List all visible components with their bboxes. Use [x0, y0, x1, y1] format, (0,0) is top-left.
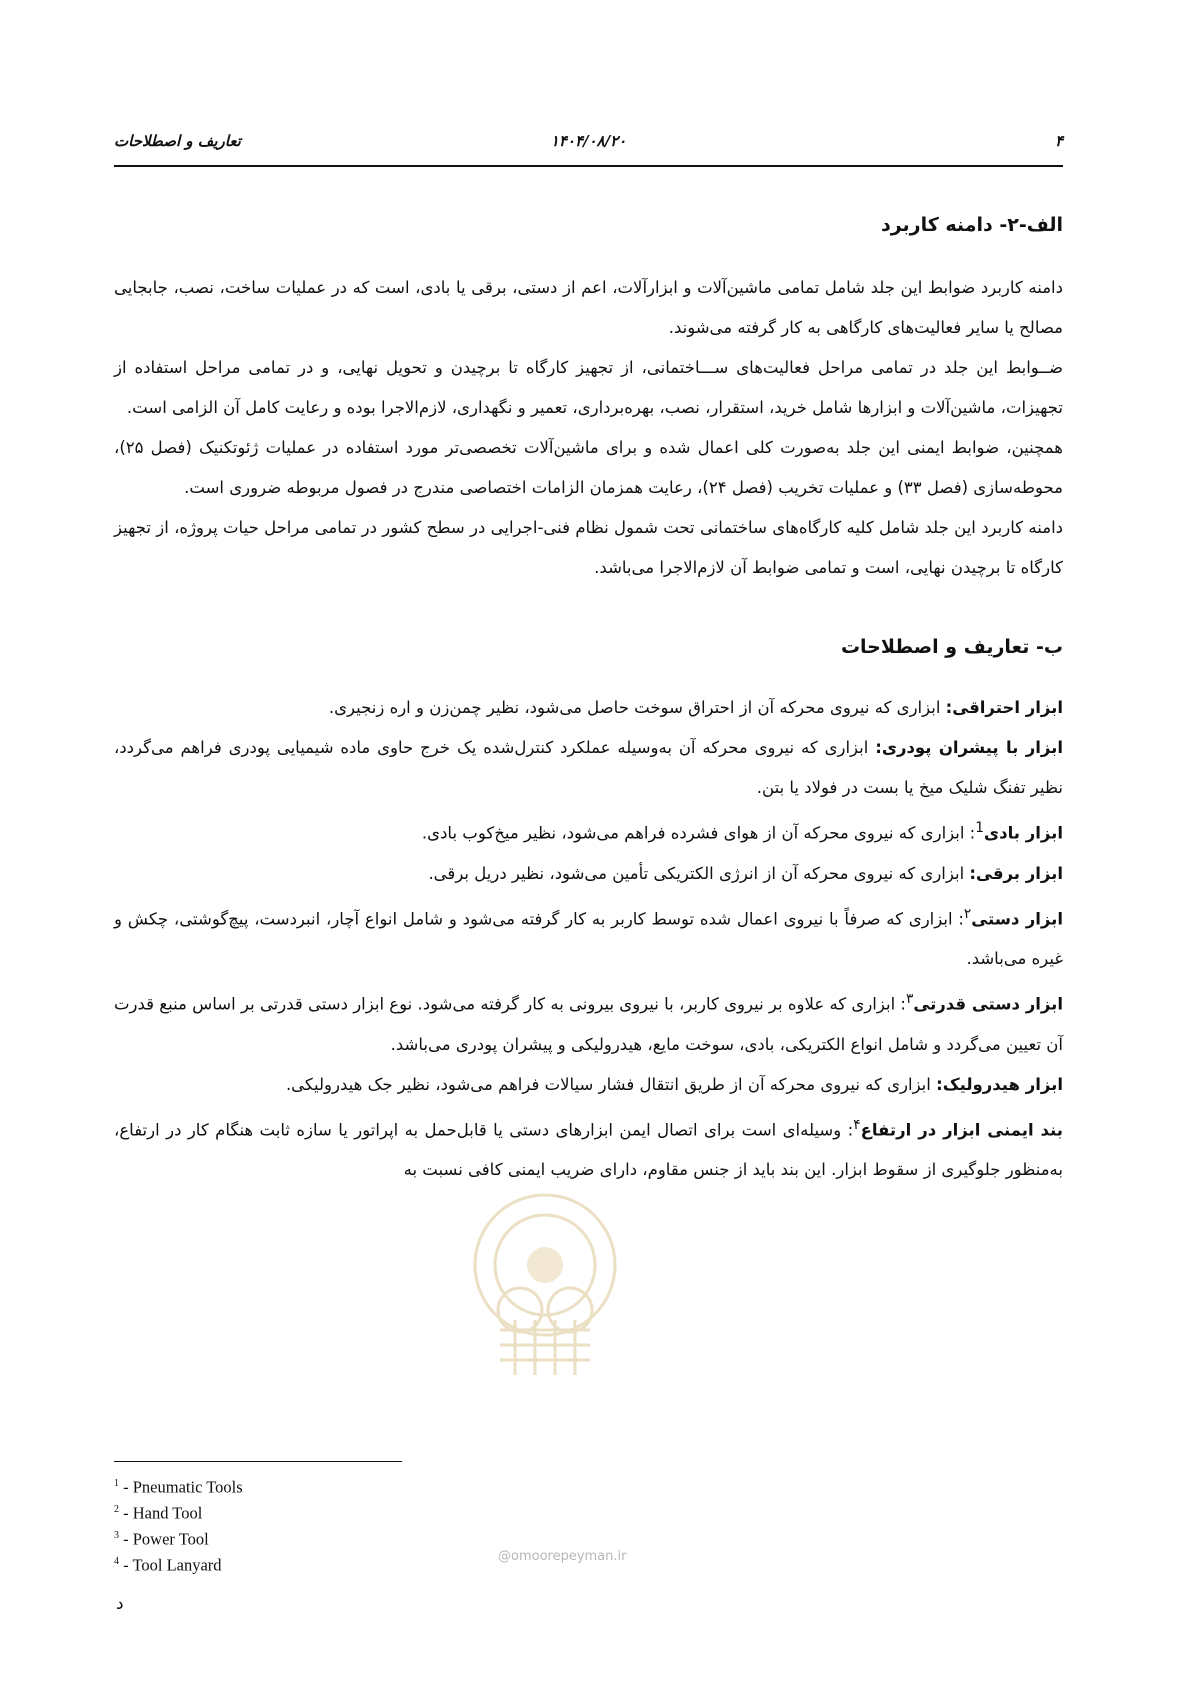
- definition-text: : ابزاری که صرفاً با نیروی اعمال شده توسط کاربر به کار گرفته می‌شود و شامل انواع آچار، انبردست، پیچ‌گوشتی، چکش و غیره می‌باشد.: [114, 909, 1063, 968]
- paragraph: دامنه کاربرد ضوابط این جلد شامل تمامی ماشین‌آلات و ابزارآلات، اعم از دستی، برقی یا بادی، است که در عملیات ساخت، نصب، جابجایی مصالح یا سایر فعالیت‌های کارگاهی به کار گرفته می‌شوند.: [114, 278, 1063, 337]
- watermark-url: @omoorepeyman.ir: [498, 1549, 627, 1564]
- footnotes: [114, 1473, 243, 1577]
- header-rule: [114, 165, 1063, 167]
- page-letter: د: [116, 1594, 124, 1614]
- definition-item: [114, 1065, 1063, 1105]
- section-heading-scope: الف-۲- دامنه کاربرد: [880, 214, 1063, 236]
- definition-item: [114, 808, 1063, 854]
- footnote-ref: ۴: [853, 1116, 861, 1133]
- header-running-title: تعاریف و اصطلاحات: [114, 132, 241, 150]
- definition-term: ابزار دستی: [971, 909, 1063, 928]
- definition-item: [114, 688, 1063, 728]
- definition-text: ابزاری که نیروی محرکه آن از انرژی الکتریکی تأمین می‌شود، نظیر دریل برقی.: [428, 863, 970, 883]
- running-header: [114, 132, 1063, 156]
- definition-item: [114, 1105, 1063, 1191]
- header-date: ۱۴۰۴/۰۸/۲۰: [550, 132, 627, 150]
- definition-term: ابزار دستی قدرتی: [913, 994, 1064, 1014]
- footnote: $^1$ - Pneumatic Tools: [114, 1477, 243, 1497]
- definition-text: : ابزاری که نیروی محرکه آن از هوای فشرده فراهم می‌شود، نظیر میخ‌کوب بادی.: [421, 823, 976, 843]
- definition-term: بند ایمنی ابزار در ارتفاع: [860, 1120, 1063, 1139]
- footnote: $^3$ - Power Tool: [114, 1529, 209, 1549]
- footnote: $^2$ - Hand Tool: [114, 1503, 203, 1523]
- footnote-ref: ۲: [963, 905, 972, 922]
- definition-text: ابزاری که نیروی محرکه آن از طریق انتقال فشار سیالات فراهم می‌شود، نظیر جک هیدرولیکی.: [285, 1074, 937, 1094]
- definition-item: [114, 728, 1063, 808]
- footnote-ref: 1: [975, 820, 984, 836]
- footnote-ref: ۳: [905, 991, 914, 1007]
- section-heading-definitions: ب- تعاریف و اصطلاحات: [840, 636, 1063, 658]
- watermark-seal-icon: [460, 1180, 630, 1400]
- definition-text: : وسیله‌ای است برای اتصال ایمن ابزارهای دستی یا قابل‌حمل به اپراتور یا سازه ثابت هنگام کار در ارتفاع، به‌منظور جلوگیری از سقوط ابزار. این بند باید از جنس مقاوم، دارای ضریب ایمنی کافی نسبت به: [114, 1120, 1063, 1179]
- definition-term: ابزار برقی:: [969, 863, 1063, 883]
- definition-text: ابزاری که نیروی محرکه آن از احتراق سوخت حاصل می‌شود، نظیر چمن‌زن و اره زنجیری.: [328, 698, 946, 717]
- definition-term: ابزار بادی: [984, 823, 1063, 843]
- body-content: [114, 214, 1063, 1190]
- definition-term: ابزار احتراقی:: [945, 698, 1063, 717]
- footnote: $^4$ - Tool Lanyard: [114, 1555, 222, 1575]
- definition-item: [114, 894, 1063, 980]
- footnote-rule: [114, 1461, 402, 1462]
- definition-text: ابزاری که نیروی محرکه آن به‌وسیله عملکرد کنترل‌شده یک خرج حاوی ماده شیمیایی پودری فراهم می‌گردد، نظیر تفنگ شلیک میخ یا بست در فولاد یا بتن.: [114, 738, 1063, 797]
- definition-item: [114, 854, 1063, 894]
- definition-term: ابزار با پیشران پودری:: [875, 738, 1063, 757]
- paragraph: ضــوابط این جلد در تمامی مراحل فعالیت‌های ســـاختمانی، از تجهیز کارگاه تا برچیدن و تحویل نهایی، و در تمامی مراحل استفاده از تجهیزات، ماشین‌آلات و ابزارها شامل خرید، استقرار، نصب، بهره‌برداری، تعمیر و نگهداری، لازم‌الاجرا بوده و رعایت کامل آن الزامی است.: [114, 358, 1063, 417]
- header-page-number: ۴: [1054, 132, 1063, 150]
- definition-term: ابزار هیدرولیک:: [936, 1074, 1063, 1094]
- paragraph: همچنین، ضوابط ایمنی این جلد به‌صورت کلی اعمال شده و برای ماشین‌آلات تخصصی‌تر مورد استفاده در عملیات ژئوتکنیک (فصل ۲۵)، محوطه‌سازی (فصل ۳۳) و عملیات تخریب (فصل ۲۴)، رعایت همزمان الزامات اختصاصی مندرج در فصول مربوطه ضروری است.: [114, 438, 1063, 497]
- definition-item: [114, 979, 1063, 1065]
- paragraph: دامنه کاربرد این جلد شامل کلیه کارگاه‌های ساختمانی تحت شمول نظام فنی-اجرایی در سطح کشور در تمامی مراحل حیات پروژه، از تجهیز کارگاه تا برچیدن نهایی، است و تمامی ضوابط آن لازم‌الاجرا می‌باشد.: [114, 518, 1063, 577]
- definition-text: : ابزاری که علاوه بر نیروی کاربر، با نیروی بیرونی به کار گرفته می‌شود. نوع ابزار دستی قدرتی بر اساس منبع قدرت آن تعیین می‌گردد و شامل انواع الکتریکی، بادی، سوخت مایع، هیدرولیکی و پیشران پودری می‌باشد.: [114, 994, 1063, 1054]
